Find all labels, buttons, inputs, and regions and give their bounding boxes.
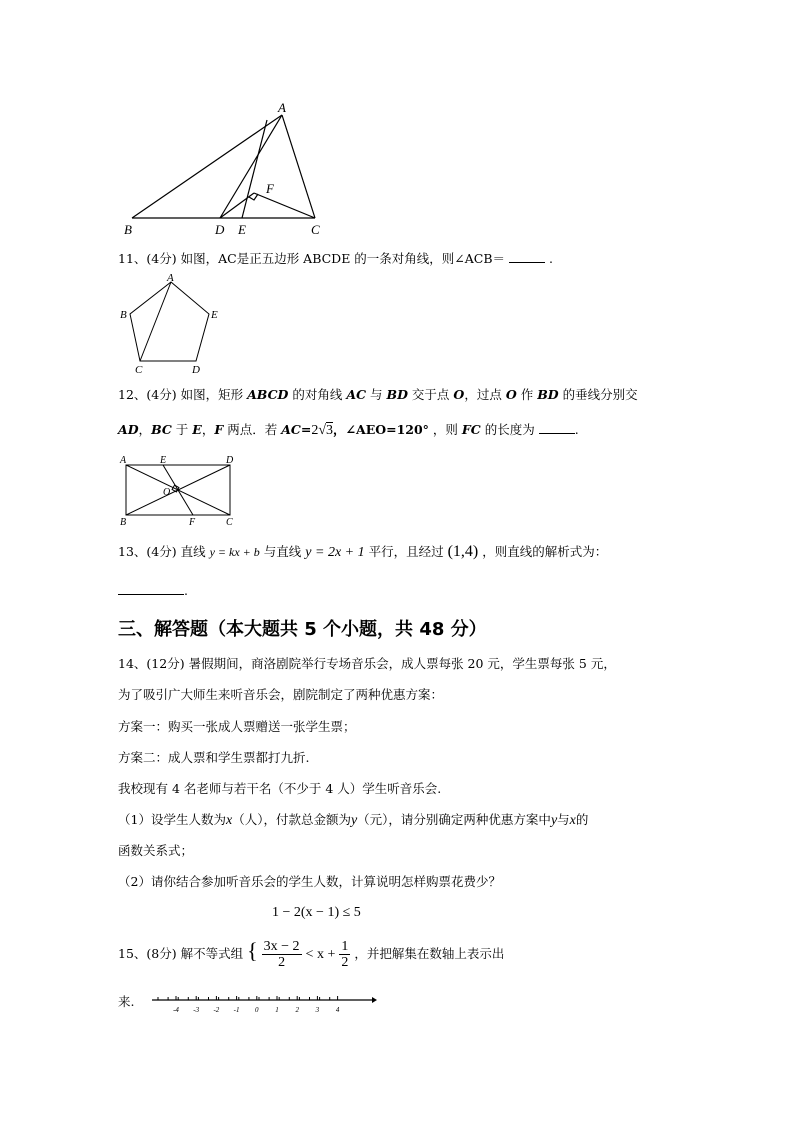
q14-text: （人），付款总金额为 — [232, 812, 351, 827]
q12-text: ， — [138, 422, 152, 437]
question-15-line-2: 来. — [118, 994, 135, 1009]
label-D: D — [226, 455, 234, 466]
q13-text: ，则直线的解析式为： — [482, 544, 608, 559]
q12-text: 的长度为 — [484, 422, 535, 437]
label-F: F — [189, 517, 196, 528]
sqrt-symbol: √ — [318, 423, 327, 438]
section-3-title: 三、解答题（本大题共 5 个小题，共 48 分） — [118, 619, 487, 640]
question-14-part-1-line-2: 函数关系式； — [118, 843, 194, 858]
q14-text: 的 — [575, 812, 589, 827]
number-line-ticks — [158, 996, 340, 1014]
label-E: E — [238, 222, 246, 237]
number-line-tick-label: 1 — [275, 1006, 279, 1014]
q12-end: . — [574, 422, 579, 437]
number-line-tick-label: 3 — [315, 1006, 320, 1014]
q15-number: 15、(8分) — [118, 946, 177, 961]
q12-three: 3 — [326, 423, 334, 438]
q12-text: ，则 — [432, 422, 458, 437]
label-C: C — [135, 364, 143, 376]
label-C: C — [311, 222, 320, 237]
number-line-arrow — [372, 997, 377, 1003]
question-13-answer-line — [118, 582, 188, 600]
label-O: O — [163, 487, 171, 498]
fraction-numerator: 3x − 2 — [263, 939, 300, 954]
question-12-line-2 — [118, 421, 579, 440]
q14-text: （元），请分别确定两种优惠方案中 — [357, 812, 551, 827]
label-E: E — [211, 309, 218, 321]
question-14-line-5: 我校现有 4 名老师与若干名（不少于 4 人）学生听音乐会. — [118, 781, 442, 796]
question-14-part-1 — [118, 811, 588, 830]
question-14-line-2: 为了吸引广大师生来听音乐会，剧院制定了两种优惠方案： — [118, 687, 444, 702]
q14-var-x: x — [225, 813, 233, 828]
number-line-tick-label: -1 — [233, 1006, 240, 1014]
number-line-tick-label: -4 — [173, 1006, 179, 1014]
figure-q10-triangle — [118, 100, 338, 240]
q12-number: 12、(4分) — [118, 387, 177, 402]
question-12-line-1 — [118, 386, 638, 404]
question-14-line-1 — [118, 655, 616, 673]
q12-text: ， — [201, 422, 215, 437]
question-15 — [118, 933, 504, 973]
number-line — [148, 990, 388, 1016]
q11-number: 11、(4分) — [118, 251, 177, 266]
q13-equation-1: y = kx + b — [209, 545, 260, 559]
number-line-tick-label: 0 — [255, 1006, 259, 1014]
q12-ad: AD — [118, 422, 139, 437]
q12-text: 如图，矩形 — [180, 387, 244, 402]
q12-text: 于 — [175, 422, 189, 437]
q12-two: 2 — [311, 423, 319, 438]
q12-ac: AC — [346, 387, 367, 402]
q12-o: O — [453, 387, 465, 402]
q12-text: 的对角线 — [292, 387, 343, 402]
label-B: B — [120, 517, 127, 528]
q14-var-x: x — [569, 813, 576, 828]
label-A: A — [278, 100, 286, 115]
number-line-tick-label: 4 — [335, 1006, 340, 1014]
q15-inequality-2-middle: < x + — [305, 947, 336, 962]
q13-number: 13、(4分) — [118, 544, 177, 559]
q15-fraction-1 — [262, 939, 302, 970]
q13-end: . — [184, 583, 188, 598]
number-line-tick-label: -3 — [193, 1006, 200, 1014]
q15-text: ，并把解集在数轴上表示出 — [354, 946, 505, 961]
q12-text: ，过点 — [464, 387, 502, 402]
q15-brace: { — [247, 938, 258, 963]
q12-bd: BD — [537, 387, 559, 402]
q14-var-y: y — [350, 813, 358, 828]
q14-text: 暑假期间，商洛剧院举行专场音乐会，成人票每张 20 元，学生票每张 5 元， — [188, 656, 616, 671]
label-D: D — [215, 222, 225, 237]
q12-text: 两点．若 — [227, 422, 278, 437]
q12-f: F — [214, 422, 224, 437]
q12-text: 与 — [370, 387, 383, 402]
label-D: D — [192, 364, 200, 376]
number-line-tick-label: -2 — [213, 1006, 220, 1014]
fraction-denominator: 2 — [341, 955, 349, 970]
q12-ac-eq: AC= — [281, 422, 312, 437]
question-14-part-2: （2）请你结合参加听音乐会的学生人数，计算说明怎样购票花费少？ — [118, 874, 501, 889]
label-C: C — [226, 517, 233, 528]
q12-text: 作 — [520, 387, 534, 402]
q12-bc: BC — [151, 422, 172, 437]
q13-point: (1,4) — [447, 543, 479, 560]
q11-end: . — [549, 251, 554, 266]
q15-inequality-1: 1 − 2(x − 1) ≤ 5 — [272, 905, 361, 920]
question-14-plan-2: 方案二：成人票和学生票都打九折. — [118, 750, 310, 765]
q12-text: 的垂线分别交 — [562, 387, 638, 402]
label-A: A — [120, 455, 127, 466]
question-11 — [118, 250, 553, 268]
q14-text: 与 — [557, 812, 570, 827]
q13-equation-2: y = 2x + 1 — [305, 545, 365, 560]
q12-o: O — [505, 387, 517, 402]
fraction-numerator: 1 — [341, 939, 349, 954]
q12-fc: FC — [461, 422, 481, 437]
q14-number: 14、(12分) — [118, 656, 185, 671]
q12-rect-name: ABCD — [247, 387, 289, 402]
q12-e: E — [192, 422, 202, 437]
figure-q12-rectangle — [118, 452, 243, 530]
q15-text: 解不等式组 — [180, 946, 244, 961]
label-E: E — [160, 455, 167, 466]
q14-var-y: y — [550, 813, 558, 828]
fraction-denominator: 2 — [278, 955, 286, 970]
q13-text: 与直线 — [263, 544, 302, 559]
q13-text: 直线 — [180, 544, 206, 559]
q12-answer-blank[interactable] — [539, 433, 575, 434]
figure-q11-pentagon — [118, 272, 228, 377]
q12-text: 交于点 — [411, 387, 450, 402]
q13-text: 平行，且经过 — [368, 544, 444, 559]
question-14-plan-1: 方案一：购买一张成人票赠送一张学生票； — [118, 719, 356, 734]
q12-bd: BD — [386, 387, 408, 402]
q11-text: 如图，AC是正五边形 ABCDE 的一条对角线，则∠ACB＝ — [180, 251, 506, 266]
q12-angle: ，∠AEO=120° — [333, 422, 429, 437]
label-F: F — [266, 181, 274, 196]
question-13 — [118, 543, 607, 562]
number-line-tick-label: 2 — [295, 1006, 299, 1014]
q11-answer-blank[interactable] — [509, 262, 545, 263]
q15-fraction-2 — [339, 939, 350, 970]
q14-text: （1）设学生人数为 — [118, 812, 226, 827]
q13-answer-blank[interactable] — [118, 594, 184, 595]
label-B: B — [120, 309, 127, 321]
label-B: B — [124, 222, 132, 237]
label-A: A — [167, 272, 174, 284]
